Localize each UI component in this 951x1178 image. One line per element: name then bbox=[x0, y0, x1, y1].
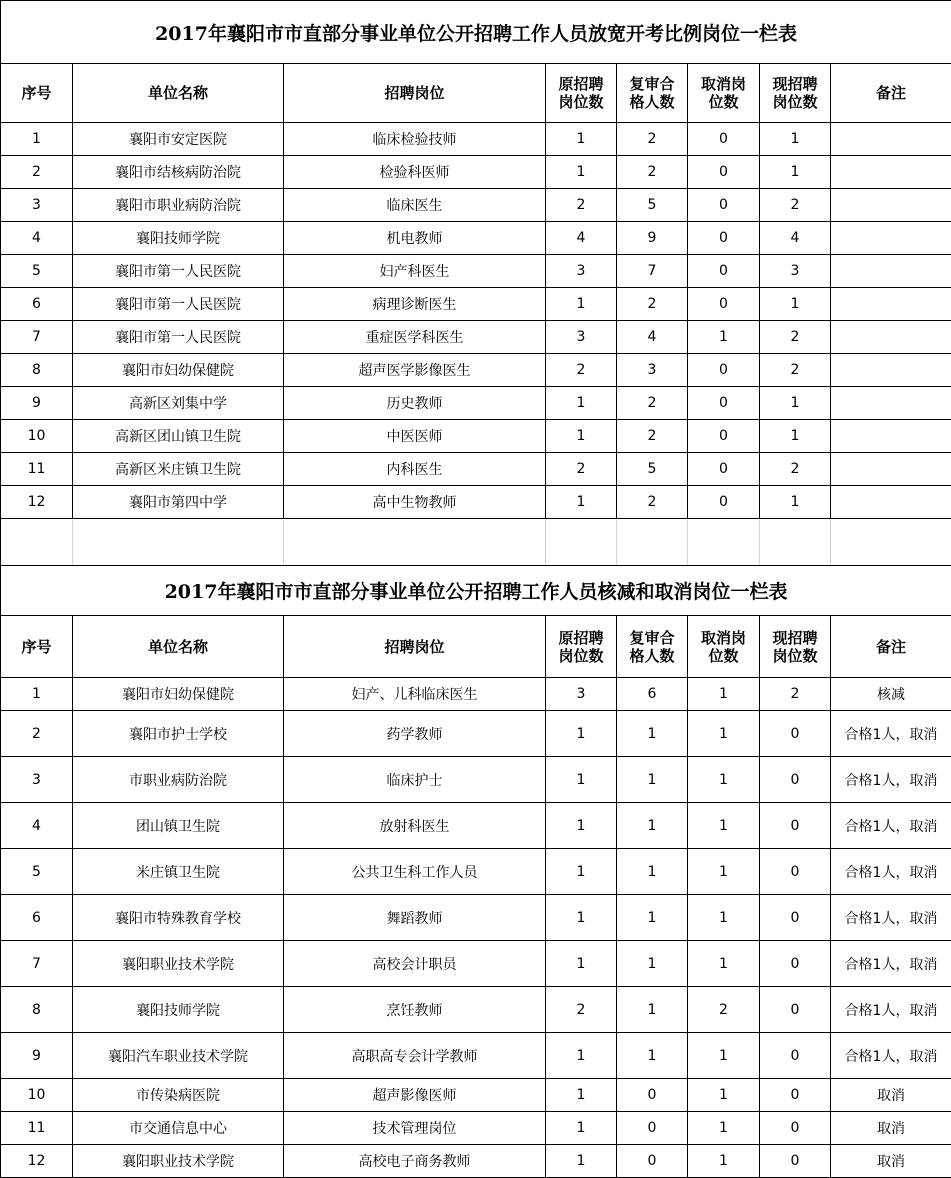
cell-qualified-count: 9 bbox=[617, 222, 688, 255]
cell-cancelled-count: 0 bbox=[688, 189, 760, 222]
cell-cancelled-count: 1 bbox=[688, 678, 760, 711]
table-row bbox=[1, 321, 951, 354]
cell-remarks bbox=[831, 288, 951, 321]
cell-cancelled-count: 2 bbox=[688, 987, 760, 1033]
cell-unit-name: 襄阳市妇幼保健院 bbox=[73, 678, 284, 711]
cell-original-count: 3 bbox=[546, 678, 617, 711]
cell-remarks bbox=[831, 222, 951, 255]
table-row bbox=[1, 895, 951, 941]
cell-unit-name: 团山镇卫生院 bbox=[73, 803, 284, 849]
cell-qualified-count: 4 bbox=[617, 321, 688, 354]
cell-original-count: 1 bbox=[546, 1033, 617, 1079]
table-row bbox=[1, 711, 951, 757]
header-remarks: 备注 bbox=[831, 616, 951, 678]
cell-seq: 11 bbox=[1, 1112, 73, 1145]
cell-qualified-count: 1 bbox=[617, 941, 688, 987]
table-row bbox=[1, 453, 951, 486]
cell-qualified-count: 2 bbox=[617, 123, 688, 156]
cell-remarks: 合格1人，取消 bbox=[831, 987, 951, 1033]
cell-current-count: 2 bbox=[760, 189, 831, 222]
cell-remarks bbox=[831, 420, 951, 453]
header-remarks: 备注 bbox=[831, 64, 951, 123]
cell-seq: 5 bbox=[1, 849, 73, 895]
table-row bbox=[1, 941, 951, 987]
cell-seq: 6 bbox=[1, 895, 73, 941]
cell-cancelled-count: 0 bbox=[688, 156, 760, 189]
table-title: 2017年襄阳市市直部分事业单位公开招聘工作人员核减和取消岗位一栏表 bbox=[1, 566, 951, 616]
empty-cell bbox=[546, 519, 617, 566]
cell-seq: 6 bbox=[1, 288, 73, 321]
cell-current-count: 2 bbox=[760, 321, 831, 354]
cell-seq: 8 bbox=[1, 354, 73, 387]
table-title: 2017年襄阳市市直部分事业单位公开招聘工作人员放宽开考比例岗位一栏表 bbox=[1, 1, 951, 64]
header-current-count: 现招聘 岗位数 bbox=[760, 616, 831, 678]
cell-cancelled-count: 1 bbox=[688, 849, 760, 895]
cell-position: 高职高专会计学教师 bbox=[284, 1033, 546, 1079]
table-row bbox=[1, 222, 951, 255]
cell-current-count: 4 bbox=[760, 222, 831, 255]
cell-qualified-count: 1 bbox=[617, 849, 688, 895]
cell-remarks: 合格1人，取消 bbox=[831, 711, 951, 757]
cell-qualified-count: 0 bbox=[617, 1079, 688, 1112]
cell-original-count: 1 bbox=[546, 711, 617, 757]
cell-seq: 5 bbox=[1, 255, 73, 288]
table-row bbox=[1, 1079, 951, 1112]
cell-unit-name: 襄阳技师学院 bbox=[73, 987, 284, 1033]
cell-remarks: 合格1人，取消 bbox=[831, 895, 951, 941]
cell-qualified-count: 1 bbox=[617, 711, 688, 757]
cell-seq: 7 bbox=[1, 321, 73, 354]
empty-cell bbox=[760, 519, 831, 566]
table-row bbox=[1, 354, 951, 387]
cell-current-count: 0 bbox=[760, 1145, 831, 1178]
cell-remarks bbox=[831, 255, 951, 288]
header-cancelled-count: 取消岗 位数 bbox=[688, 64, 760, 123]
cell-qualified-count: 6 bbox=[617, 678, 688, 711]
cell-current-count: 0 bbox=[760, 1033, 831, 1079]
cell-position: 历史教师 bbox=[284, 387, 546, 420]
cell-cancelled-count: 0 bbox=[688, 486, 760, 519]
cell-position: 妇产、儿科临床医生 bbox=[284, 678, 546, 711]
cell-position: 高校电子商务教师 bbox=[284, 1145, 546, 1178]
cell-original-count: 1 bbox=[546, 1079, 617, 1112]
table-row bbox=[1, 1145, 951, 1178]
cell-original-count: 1 bbox=[546, 486, 617, 519]
cell-qualified-count: 2 bbox=[617, 420, 688, 453]
cell-remarks bbox=[831, 123, 951, 156]
cell-cancelled-count: 1 bbox=[688, 1112, 760, 1145]
header-qualified-count: 复审合 格人数 bbox=[617, 616, 688, 678]
header-cancelled-count: 取消岗 位数 bbox=[688, 616, 760, 678]
cell-position: 重症医学科医生 bbox=[284, 321, 546, 354]
cell-qualified-count: 2 bbox=[617, 288, 688, 321]
cell-unit-name: 襄阳汽车职业技术学院 bbox=[73, 1033, 284, 1079]
cell-seq: 11 bbox=[1, 453, 73, 486]
cell-qualified-count: 1 bbox=[617, 1033, 688, 1079]
cell-current-count: 0 bbox=[760, 757, 831, 803]
cell-cancelled-count: 0 bbox=[688, 453, 760, 486]
table-row bbox=[1, 757, 951, 803]
cell-original-count: 1 bbox=[546, 288, 617, 321]
reduced-cancelled-table bbox=[0, 565, 951, 1178]
cell-position: 高校会计职员 bbox=[284, 941, 546, 987]
header-seq: 序号 bbox=[1, 616, 73, 678]
cell-current-count: 0 bbox=[760, 849, 831, 895]
cell-current-count: 2 bbox=[760, 678, 831, 711]
header-unit-name: 单位名称 bbox=[73, 616, 284, 678]
cell-current-count: 2 bbox=[760, 453, 831, 486]
cell-cancelled-count: 0 bbox=[688, 222, 760, 255]
cell-qualified-count: 1 bbox=[617, 803, 688, 849]
header-original-count: 原招聘 岗位数 bbox=[546, 616, 617, 678]
cell-cancelled-count: 1 bbox=[688, 1033, 760, 1079]
table-row bbox=[1, 1112, 951, 1145]
cell-unit-name: 市传染病医院 bbox=[73, 1079, 284, 1112]
table-row bbox=[1, 1033, 951, 1079]
cell-qualified-count: 0 bbox=[617, 1145, 688, 1178]
cell-current-count: 0 bbox=[760, 1079, 831, 1112]
table-row bbox=[1, 288, 951, 321]
cell-seq: 10 bbox=[1, 420, 73, 453]
cell-cancelled-count: 0 bbox=[688, 123, 760, 156]
cell-remarks bbox=[831, 486, 951, 519]
cell-position: 病理诊断医生 bbox=[284, 288, 546, 321]
cell-cancelled-count: 0 bbox=[688, 354, 760, 387]
cell-remarks: 合格1人，取消 bbox=[831, 803, 951, 849]
cell-remarks: 合格1人，取消 bbox=[831, 757, 951, 803]
cell-position: 烹饪教师 bbox=[284, 987, 546, 1033]
cell-unit-name: 高新区刘集中学 bbox=[73, 387, 284, 420]
cell-qualified-count: 7 bbox=[617, 255, 688, 288]
header-qualified-count: 复审合 格人数 bbox=[617, 64, 688, 123]
cell-original-count: 1 bbox=[546, 757, 617, 803]
cell-cancelled-count: 0 bbox=[688, 255, 760, 288]
cell-current-count: 0 bbox=[760, 1112, 831, 1145]
header-seq: 序号 bbox=[1, 64, 73, 123]
cell-cancelled-count: 1 bbox=[688, 1145, 760, 1178]
cell-position: 药学教师 bbox=[284, 711, 546, 757]
cell-original-count: 1 bbox=[546, 420, 617, 453]
cell-position: 内科医生 bbox=[284, 453, 546, 486]
cell-position: 超声影像医师 bbox=[284, 1079, 546, 1112]
cell-unit-name: 襄阳市安定医院 bbox=[73, 123, 284, 156]
cell-seq: 3 bbox=[1, 757, 73, 803]
cell-unit-name: 襄阳技师学院 bbox=[73, 222, 284, 255]
cell-seq: 1 bbox=[1, 123, 73, 156]
cell-unit-name: 襄阳职业技术学院 bbox=[73, 1145, 284, 1178]
cell-seq: 4 bbox=[1, 222, 73, 255]
cell-position: 检验科医师 bbox=[284, 156, 546, 189]
empty-cell bbox=[688, 519, 760, 566]
table-row bbox=[1, 156, 951, 189]
cell-position: 中医医师 bbox=[284, 420, 546, 453]
expanded-ratio-table bbox=[0, 0, 951, 566]
cell-original-count: 2 bbox=[546, 453, 617, 486]
cell-original-count: 1 bbox=[546, 1112, 617, 1145]
cell-position: 超声医学影像医生 bbox=[284, 354, 546, 387]
cell-position: 高中生物教师 bbox=[284, 486, 546, 519]
cell-remarks: 合格1人，取消 bbox=[831, 941, 951, 987]
cell-unit-name: 襄阳市职业病防治院 bbox=[73, 189, 284, 222]
cell-unit-name: 市交通信息中心 bbox=[73, 1112, 284, 1145]
cell-remarks: 合格1人，取消 bbox=[831, 849, 951, 895]
cell-current-count: 1 bbox=[760, 156, 831, 189]
cell-remarks bbox=[831, 321, 951, 354]
empty-cell bbox=[831, 519, 951, 566]
cell-position: 公共卫生科工作人员 bbox=[284, 849, 546, 895]
header-position: 招聘岗位 bbox=[284, 64, 546, 123]
cell-original-count: 1 bbox=[546, 1145, 617, 1178]
cell-qualified-count: 1 bbox=[617, 895, 688, 941]
cell-seq: 7 bbox=[1, 941, 73, 987]
cell-unit-name: 襄阳市第一人民医院 bbox=[73, 288, 284, 321]
cell-current-count: 1 bbox=[760, 420, 831, 453]
cell-position: 临床医生 bbox=[284, 189, 546, 222]
cell-original-count: 1 bbox=[546, 895, 617, 941]
cell-original-count: 1 bbox=[546, 156, 617, 189]
cell-cancelled-count: 1 bbox=[688, 757, 760, 803]
cell-cancelled-count: 1 bbox=[688, 711, 760, 757]
cell-unit-name: 襄阳市第一人民医院 bbox=[73, 321, 284, 354]
cell-unit-name: 高新区团山镇卫生院 bbox=[73, 420, 284, 453]
table-row bbox=[1, 255, 951, 288]
cell-original-count: 1 bbox=[546, 123, 617, 156]
cell-remarks: 取消 bbox=[831, 1079, 951, 1112]
cell-remarks bbox=[831, 156, 951, 189]
cell-cancelled-count: 0 bbox=[688, 288, 760, 321]
table-row bbox=[1, 486, 951, 519]
cell-current-count: 2 bbox=[760, 354, 831, 387]
cell-position: 舞蹈教师 bbox=[284, 895, 546, 941]
cell-position: 技术管理岗位 bbox=[284, 1112, 546, 1145]
cell-seq: 9 bbox=[1, 1033, 73, 1079]
cell-qualified-count: 5 bbox=[617, 189, 688, 222]
cell-position: 临床护士 bbox=[284, 757, 546, 803]
cell-qualified-count: 5 bbox=[617, 453, 688, 486]
cell-unit-name: 襄阳职业技术学院 bbox=[73, 941, 284, 987]
cell-unit-name: 襄阳市特殊教育学校 bbox=[73, 895, 284, 941]
cell-cancelled-count: 1 bbox=[688, 895, 760, 941]
table-row bbox=[1, 189, 951, 222]
empty-cell bbox=[617, 519, 688, 566]
cell-remarks bbox=[831, 354, 951, 387]
cell-original-count: 1 bbox=[546, 803, 617, 849]
cell-qualified-count: 0 bbox=[617, 1112, 688, 1145]
cell-original-count: 4 bbox=[546, 222, 617, 255]
cell-current-count: 0 bbox=[760, 941, 831, 987]
cell-seq: 2 bbox=[1, 156, 73, 189]
cell-current-count: 1 bbox=[760, 387, 831, 420]
cell-unit-name: 市职业病防治院 bbox=[73, 757, 284, 803]
empty-cell bbox=[284, 519, 546, 566]
cell-original-count: 2 bbox=[546, 189, 617, 222]
cell-cancelled-count: 0 bbox=[688, 387, 760, 420]
cell-position: 机电教师 bbox=[284, 222, 546, 255]
table-row bbox=[1, 803, 951, 849]
cell-current-count: 0 bbox=[760, 803, 831, 849]
table-row bbox=[1, 678, 951, 711]
cell-current-count: 0 bbox=[760, 987, 831, 1033]
cell-qualified-count: 1 bbox=[617, 987, 688, 1033]
cell-qualified-count: 2 bbox=[617, 387, 688, 420]
header-original-count: 原招聘 岗位数 bbox=[546, 64, 617, 123]
cell-original-count: 1 bbox=[546, 849, 617, 895]
cell-unit-name: 襄阳市结核病防治院 bbox=[73, 156, 284, 189]
table-row bbox=[1, 849, 951, 895]
cell-remarks: 取消 bbox=[831, 1145, 951, 1178]
cell-seq: 1 bbox=[1, 678, 73, 711]
empty-cell bbox=[1, 519, 73, 566]
cell-qualified-count: 2 bbox=[617, 486, 688, 519]
cell-seq: 4 bbox=[1, 803, 73, 849]
header-current-count: 现招聘 岗位数 bbox=[760, 64, 831, 123]
cell-seq: 3 bbox=[1, 189, 73, 222]
empty-cell bbox=[73, 519, 284, 566]
cell-original-count: 1 bbox=[546, 387, 617, 420]
header-position: 招聘岗位 bbox=[284, 616, 546, 678]
cell-original-count: 3 bbox=[546, 321, 617, 354]
cell-remarks bbox=[831, 453, 951, 486]
cell-seq: 9 bbox=[1, 387, 73, 420]
cell-original-count: 3 bbox=[546, 255, 617, 288]
cell-current-count: 1 bbox=[760, 123, 831, 156]
cell-unit-name: 高新区米庄镇卫生院 bbox=[73, 453, 284, 486]
cell-unit-name: 米庄镇卫生院 bbox=[73, 849, 284, 895]
cell-seq: 10 bbox=[1, 1079, 73, 1112]
cell-unit-name: 襄阳市护士学校 bbox=[73, 711, 284, 757]
table-row bbox=[1, 420, 951, 453]
cell-cancelled-count: 1 bbox=[688, 803, 760, 849]
cell-remarks: 核减 bbox=[831, 678, 951, 711]
cell-original-count: 1 bbox=[546, 941, 617, 987]
cell-position: 妇产科医生 bbox=[284, 255, 546, 288]
cell-position: 临床检验技师 bbox=[284, 123, 546, 156]
cell-cancelled-count: 1 bbox=[688, 321, 760, 354]
cell-cancelled-count: 0 bbox=[688, 420, 760, 453]
cell-cancelled-count: 1 bbox=[688, 1079, 760, 1112]
header-unit-name: 单位名称 bbox=[73, 64, 284, 123]
cell-position: 放射科医生 bbox=[284, 803, 546, 849]
cell-seq: 12 bbox=[1, 1145, 73, 1178]
cell-seq: 12 bbox=[1, 486, 73, 519]
cell-unit-name: 襄阳市第四中学 bbox=[73, 486, 284, 519]
table-row bbox=[1, 387, 951, 420]
cell-current-count: 0 bbox=[760, 895, 831, 941]
cell-remarks bbox=[831, 387, 951, 420]
cell-remarks bbox=[831, 189, 951, 222]
cell-original-count: 2 bbox=[546, 354, 617, 387]
cell-qualified-count: 1 bbox=[617, 757, 688, 803]
cell-cancelled-count: 1 bbox=[688, 941, 760, 987]
cell-current-count: 3 bbox=[760, 255, 831, 288]
cell-unit-name: 襄阳市妇幼保健院 bbox=[73, 354, 284, 387]
table-row bbox=[1, 987, 951, 1033]
cell-original-count: 2 bbox=[546, 987, 617, 1033]
cell-qualified-count: 3 bbox=[617, 354, 688, 387]
table-row bbox=[1, 123, 951, 156]
cell-current-count: 1 bbox=[760, 486, 831, 519]
cell-seq: 8 bbox=[1, 987, 73, 1033]
cell-seq: 2 bbox=[1, 711, 73, 757]
cell-remarks: 合格1人，取消 bbox=[831, 1033, 951, 1079]
cell-current-count: 0 bbox=[760, 711, 831, 757]
cell-remarks: 取消 bbox=[831, 1112, 951, 1145]
cell-unit-name: 襄阳市第一人民医院 bbox=[73, 255, 284, 288]
cell-qualified-count: 2 bbox=[617, 156, 688, 189]
cell-current-count: 1 bbox=[760, 288, 831, 321]
